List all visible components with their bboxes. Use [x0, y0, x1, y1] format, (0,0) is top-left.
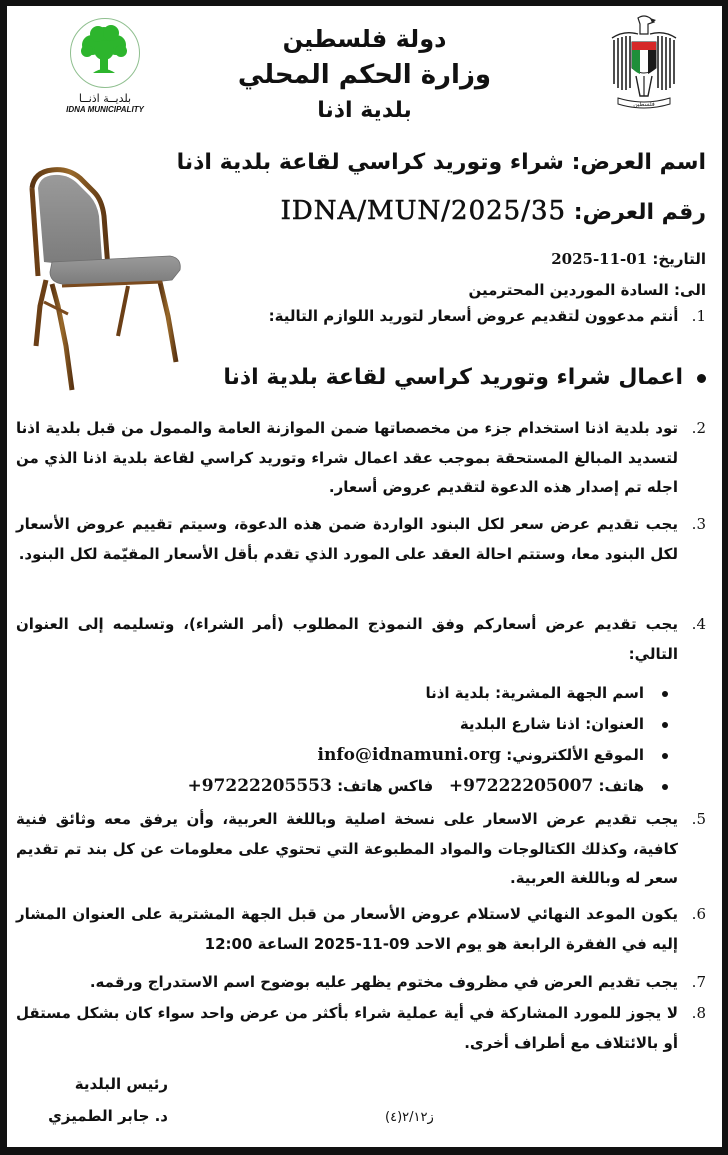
phone-number: +97222205007 [448, 776, 594, 796]
item-number: 8. [691, 1004, 706, 1022]
item-1 [269, 307, 706, 325]
banquet-chair-image [22, 166, 192, 396]
item-number: 5. [691, 810, 706, 828]
item-6 [16, 900, 706, 959]
email-link[interactable]: info@idnamuni.org [317, 745, 501, 765]
footer-reference: ز٢/١٢(٤) [385, 1110, 434, 1125]
bullet-icon [662, 753, 668, 759]
item-text: يجب تقديم عرض سعر لكل البنود الواردة ضمن هذه الدعوة، وسيتم تقييم عروض الأسعار لكل البنود معا، وستتم احالة العقد على المورد الذي تقدم بأقل الأسعار المقيّمة لكل البنود. [16, 515, 678, 563]
item-text: يكون الموعد النهائي لاستلام عروض الأسعار من قبل الجهة المشترية على العنوان المشار إليه في الفقرة الرابعة هو يوم الاحد 09-11-2025 الساعة 12:00 [16, 905, 678, 953]
bullet-icon [662, 784, 668, 790]
signature-name: د. جابر الطميزي [48, 1107, 168, 1125]
item-text: يجب تقديم عرض الاسعار على نسخة اصلية وباللغة العربية، وأن يرفق معه وثائق فنية كافية، وكذلك الكتالوجات والمواد المطبوعة التي تحتوي على معلومات عن كل بند تم تقديم سعر له وباللغة العربية. [16, 810, 678, 887]
address-phone: هاتف: +97222205007 فاكس هاتف: +97222205553 [187, 771, 668, 802]
palestine-eagle-emblem-icon [604, 12, 684, 112]
svg-text:فلسطين: فلسطين [633, 101, 655, 108]
item-7 [16, 968, 706, 998]
item-number: 6. [691, 905, 706, 923]
addressee-line: الى: السادة الموردين المحترمين [468, 281, 706, 299]
signature-block [18, 1068, 168, 1132]
item-number: 7. [691, 973, 706, 991]
bullet-icon [697, 374, 706, 383]
offer-number [281, 196, 706, 226]
item-5 [16, 805, 706, 894]
item-4 [16, 610, 706, 669]
address-buyer: اسم الجهة المشرية: بلدية اذنا [187, 678, 668, 709]
item-8 [16, 999, 706, 1058]
item-number: 4. [691, 615, 706, 633]
offer-number-value: IDNA/MUN/2025/35 [280, 196, 567, 226]
letterhead [7, 6, 722, 146]
address-street: العنوان: اذنا شارع البلدية [187, 709, 668, 740]
offer-name-value: شراء وتوريد كراسي لقاعة بلدية اذنا [176, 150, 564, 175]
fax-number: +97222205553 [187, 776, 332, 796]
bullet-icon [662, 722, 668, 728]
item-number: 2. [691, 419, 706, 437]
offer-name [177, 150, 706, 175]
address-list [187, 678, 668, 802]
ministry-title: وزارة الحكم المحلي [237, 60, 492, 90]
logo-english-name: IDNA MUNICIPALITY [66, 105, 144, 114]
item-text: يجب تقديم عرض أسعاركم وفق النموذج المطلوب (أمر الشراء)، وتسليمه إلى العنوان التالي: [16, 615, 678, 663]
works-bullet [223, 365, 706, 390]
offer-number-label: رقم العرض: [573, 200, 706, 225]
works-title: اعمال شراء وتوريد كراسي لقاعة بلدية اذنا [223, 365, 683, 390]
date-value: 2025-11-01 [551, 250, 648, 268]
date-label: التاريخ: [652, 250, 706, 268]
item-3 [16, 510, 706, 569]
logo-arabic-name: بلديــة اذنــا [78, 92, 132, 105]
bullet-icon [662, 691, 668, 697]
item-number: 3. [691, 515, 706, 533]
item-text: تود بلدية اذنا استخدام جزء من مخصصاتها ضمن الموازنة العامة والممول من قبل بلدية اذنا لتسديد المبالغ المستحقة بموجب عقد اعمال شراء وتوريد كراسي لقاعة بلدية اذنا الذي من اجله تم إصدار هذه الدعوة لتقديم عروض أسعار. [16, 419, 678, 496]
item-text: يجب تقديم العرض في مظروف مختوم يظهر عليه بوضوح اسم الاستدراج ورقمه. [89, 973, 678, 991]
signature-title: رئيس البلدية [74, 1075, 168, 1093]
item-1-text: أنتم مدعوون لتقديم عروض أسعار لتوريد اللوازم التالية: [268, 307, 679, 325]
item-2 [16, 414, 706, 503]
item-1-number: 1. [691, 307, 706, 325]
offer-name-label: اسم العرض: [571, 150, 706, 175]
offer-date [551, 250, 706, 268]
municipality-title: بلدية اذنا [317, 98, 412, 123]
item-text: لا يجوز للمورد المشاركة في أية عملية شراء بأكثر من عرض واحد سواء كان بشكل مستقل أو بالائتلاف مع أطراف أخرى. [16, 1004, 678, 1052]
country-title: دولة فلسطين [282, 25, 447, 53]
address-email: الموقع الألكتروني: info@idnamuni.org [187, 740, 668, 771]
